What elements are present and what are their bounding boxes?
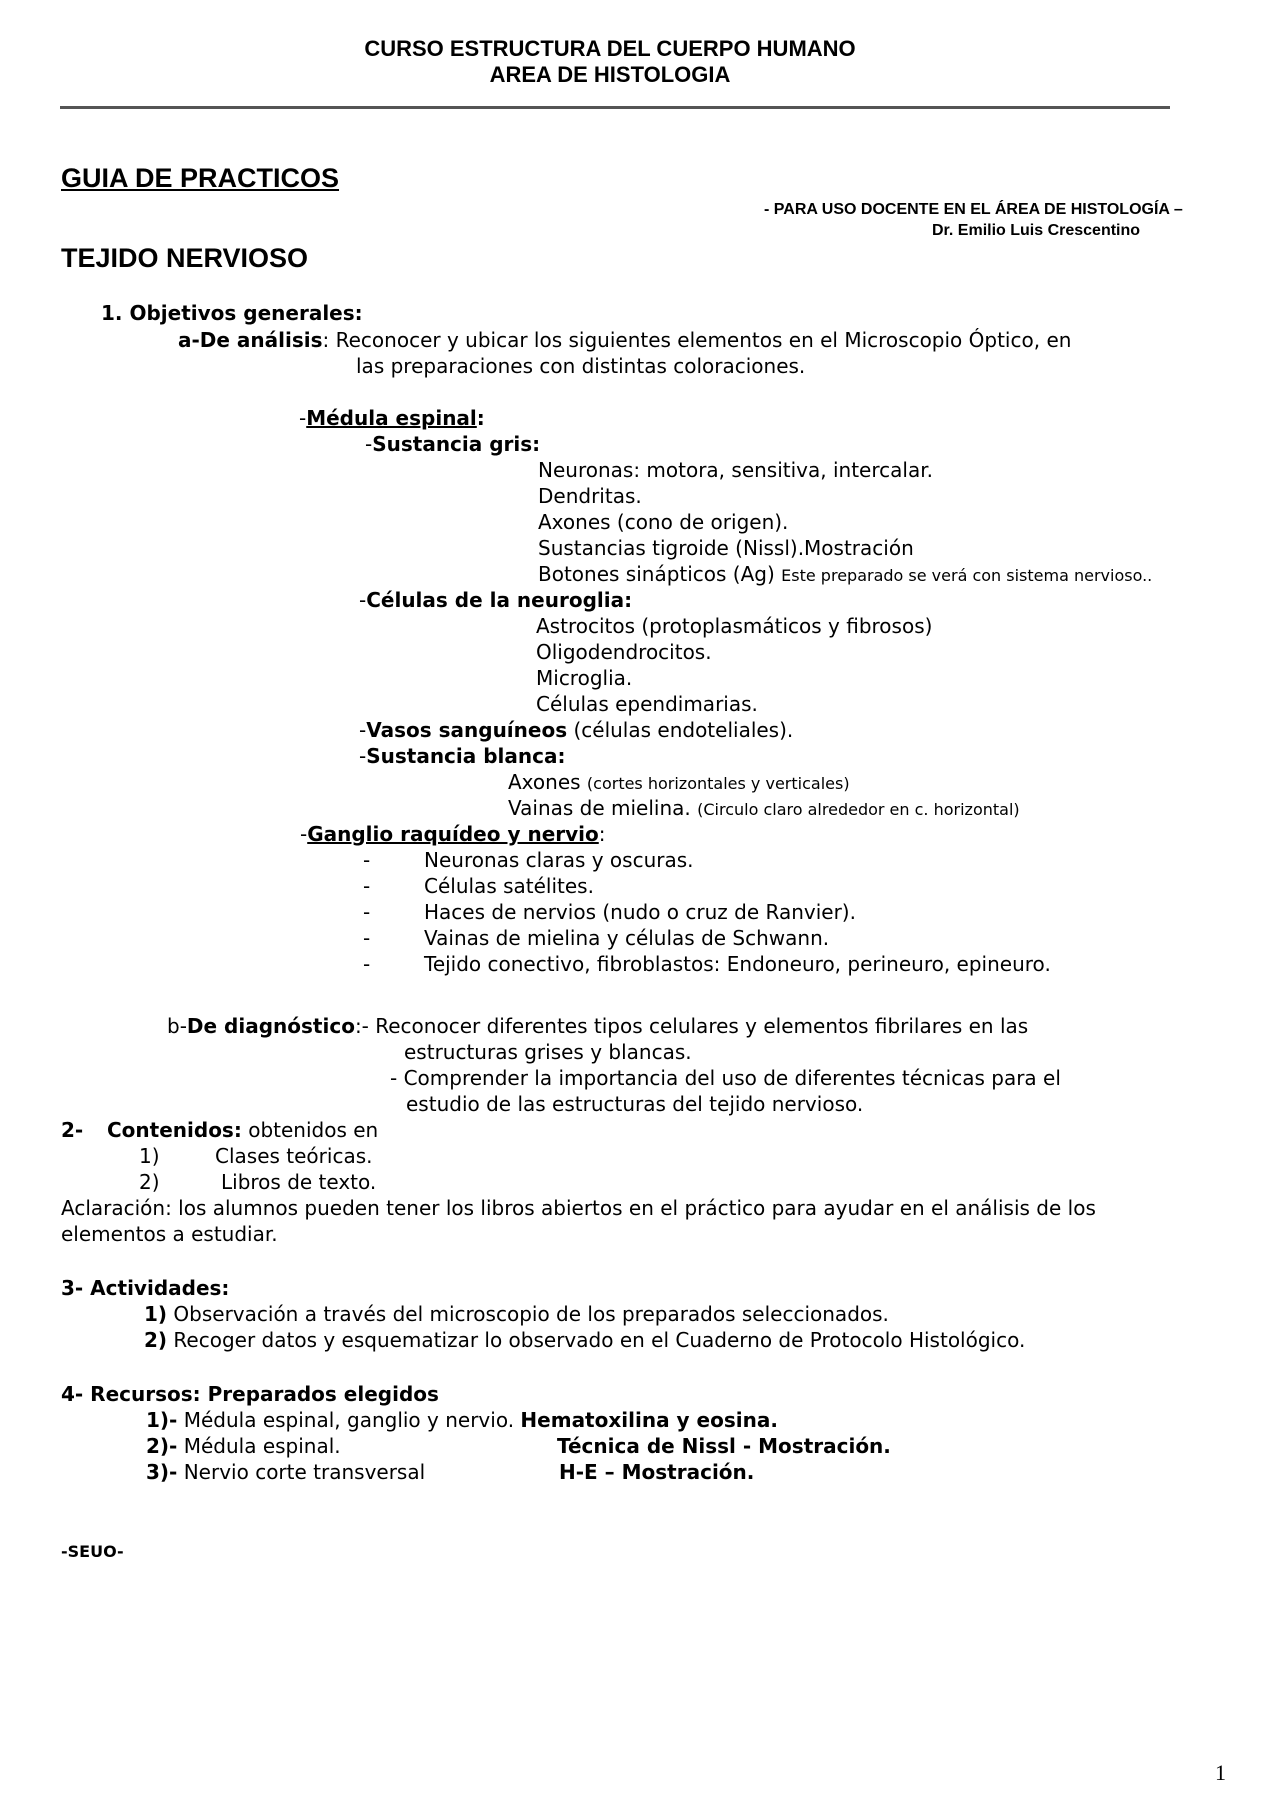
diagnostico-line-2: estructuras grises y blancas. — [404, 1040, 692, 1064]
list-item: Libros de texto. — [221, 1170, 377, 1194]
list-item: Dendritas. — [538, 484, 642, 508]
recurso-number: 2)- — [146, 1434, 178, 1458]
topic-title: TEJIDO NERVIOSO — [61, 243, 309, 273]
list-item: Células satélites. — [424, 874, 594, 898]
axones-line — [508, 769, 850, 797]
list-item: Astrocitos (protoplasmáticos y fibrosos) — [536, 614, 933, 638]
medula-heading — [299, 405, 485, 431]
aclaracion-line-1: Aclaración: los alumnos pueden tener los libros abiertos en el práctico para ayudar en el análisis de los — [61, 1196, 1096, 1220]
medula-label: Médula espinal — [306, 406, 477, 430]
guide-title: GUIA DE PRACTICOS — [61, 163, 340, 193]
recurso-technique: H-E – Mostración. — [559, 1460, 755, 1484]
list-item: Microglia. — [536, 666, 633, 690]
botones-note: Este preparado se verá con sistema nervioso.. — [781, 566, 1153, 585]
ganglio-dash: - — [300, 822, 308, 846]
diagnostico-label: De diagnóstico — [186, 1014, 355, 1038]
axones-text: Axones — [508, 770, 587, 794]
ganglio-heading — [300, 821, 606, 847]
list-item: Tejido conectivo, fibroblastos: Endoneuro, perineuro, epineuro. — [424, 952, 1051, 976]
actividad-text: Observación a través del microscopio de los preparados seleccionados. — [167, 1302, 889, 1326]
page-number: 1 — [1215, 1760, 1226, 1785]
recurso-item — [146, 1407, 778, 1433]
recurso-item — [146, 1433, 341, 1459]
bullet-dash: - — [363, 848, 371, 872]
sustancia-blanca-heading — [359, 743, 566, 769]
recurso-text: Nervio corte transversal — [177, 1460, 426, 1484]
diagnostico-line-1 — [167, 1013, 1028, 1039]
list-item: Haces de nervios (nudo o cruz de Ranvier). — [424, 900, 856, 924]
actividad-item — [144, 1327, 1025, 1353]
aclaracion-line-2: elementos a estudiar. — [61, 1222, 278, 1246]
analisis-line-2: las preparaciones con distintas coloraciones. — [356, 354, 806, 378]
diagnostico-prefix: b- — [167, 1014, 187, 1038]
vasos-text: (células endoteliales). — [567, 718, 794, 742]
bullet-dash: - — [363, 952, 371, 976]
recurso-text: Médula espinal. — [177, 1434, 341, 1458]
list-item: Células ependimarias. — [536, 692, 758, 716]
list-item: Axones (cono de origen). — [538, 510, 789, 534]
neuroglia-dash: - — [359, 588, 367, 612]
bullet-dash: - — [363, 900, 371, 924]
analisis-line-1 — [178, 327, 1071, 353]
botones-line — [538, 561, 1152, 589]
gris-dash: - — [365, 432, 373, 456]
list-item: Oligodendrocitos. — [536, 640, 712, 664]
seuo-mark: -SEUO- — [61, 1542, 124, 1561]
list-item: Vainas de mielina y células de Schwann. — [424, 926, 830, 950]
recurso-item — [146, 1459, 425, 1485]
list-item: Neuronas claras y oscuras. — [424, 848, 694, 872]
axones-note: (cortes horizontales y verticales) — [586, 774, 850, 793]
actividad-number: 2) — [144, 1328, 168, 1352]
neuroglia-heading — [359, 587, 632, 613]
docente-note: - PARA USO DOCENTE EN EL ÁREA DE HISTOLOGÍA – — [764, 201, 1183, 218]
area-title: AREA DE HISTOLOGIA — [489, 62, 731, 87]
ganglio-label: Ganglio raquídeo y nervio — [307, 822, 599, 846]
vasos-label: Vasos sanguíneos — [366, 718, 568, 742]
sustancia-gris-heading — [365, 431, 540, 457]
header-divider — [60, 106, 1170, 109]
vainas-text: Vainas de mielina. — [508, 796, 698, 820]
actividad-item — [144, 1301, 889, 1327]
medula-colon: : — [476, 406, 485, 430]
vainas-line — [508, 795, 1020, 823]
ganglio-colon: : — [598, 822, 606, 846]
bullet-dash: - — [363, 874, 371, 898]
course-title: CURSO ESTRUCTURA DEL CUERPO HUMANO — [364, 36, 856, 61]
recurso-number: 3)- — [146, 1460, 178, 1484]
botones-text: Botones sinápticos (Ag) — [538, 562, 782, 586]
vainas-note: (Circulo claro alrededor en c. horizontal) — [697, 800, 1020, 819]
author-name: Dr. Emilio Luis Crescentino — [932, 222, 1141, 239]
contenidos-heading — [61, 1117, 83, 1143]
blanca-dash: - — [359, 744, 367, 768]
gris-label: Sustancia gris: — [372, 432, 541, 456]
recursos-heading: 4- Recursos: Preparados elegidos — [61, 1382, 439, 1406]
diagnostico-line-3: - Comprender la importancia del uso de diferentes técnicas para el — [390, 1066, 1061, 1090]
actividad-number: 1) — [144, 1302, 168, 1326]
vasos-dash: - — [359, 718, 367, 742]
contenidos-item-number: 2) — [139, 1170, 160, 1194]
recurso-number: 1)- — [146, 1408, 178, 1432]
vasos-line — [359, 717, 793, 743]
recurso-technique: Hematoxilina y eosina. — [520, 1408, 778, 1432]
blanca-label: Sustancia blanca: — [366, 744, 566, 768]
list-item: Neuronas: motora, sensitiva, intercalar. — [538, 458, 933, 482]
contenidos-text: obtenidos en — [241, 1118, 379, 1142]
diagnostico-line-4: estudio de las estructuras del tejido nervioso. — [406, 1092, 864, 1116]
contenidos-item-number: 1) — [139, 1144, 160, 1168]
recurso-technique: Técnica de Nissl - Mostración. — [557, 1434, 891, 1458]
list-item: Clases teóricas. — [215, 1144, 373, 1168]
neuroglia-label: Células de la neuroglia: — [366, 588, 633, 612]
bullet-dash: - — [363, 926, 371, 950]
diagnostico-text: :- Reconocer diferentes tipos celulares y elementos fibrilares en las — [354, 1014, 1029, 1038]
objetivos-heading: 1. Objetivos generales: — [101, 301, 363, 325]
actividades-heading: 3- Actividades: — [61, 1276, 230, 1300]
recurso-text: Médula espinal, ganglio y nervio. — [177, 1408, 521, 1432]
actividad-text: Recoger datos y esquematizar lo observado en el Cuaderno de Protocolo Histológico. — [167, 1328, 1026, 1352]
list-item: Sustancias tigroide (Nissl).Mostración — [538, 536, 914, 560]
analisis-label: a-De análisis — [178, 328, 323, 352]
medula-dash: - — [299, 406, 307, 430]
contenidos-label: Contenidos: — [107, 1118, 242, 1142]
analisis-text: : Reconocer y ubicar los siguientes elementos en el Microscopio Óptico, en — [322, 328, 1072, 352]
contenidos-number: 2- — [61, 1118, 84, 1142]
contenidos-title — [107, 1117, 378, 1143]
